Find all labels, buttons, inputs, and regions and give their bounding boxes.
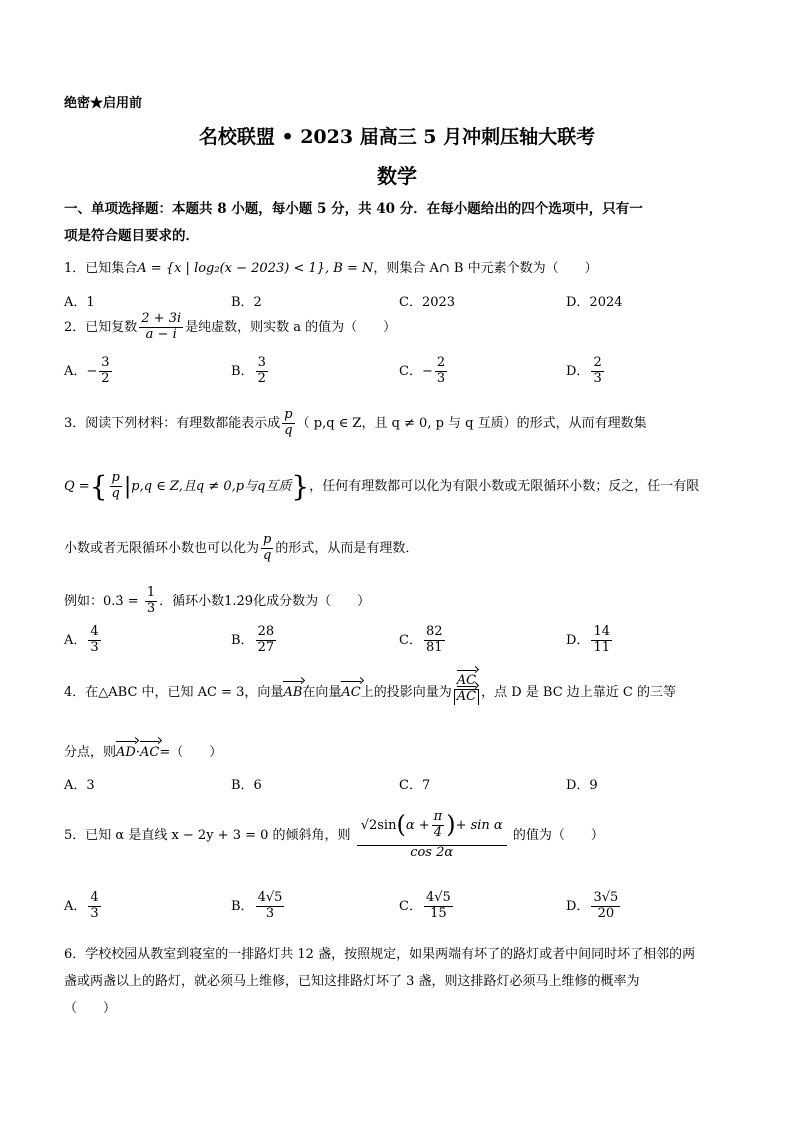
section-heading-line1: 一、单项选择题：本题共 8 小题，每小题 5 分，共 40 分．在每小题给出的四个选项中，只有一 [64,201,643,217]
subject-title: 数学 [377,164,417,188]
option-label: D． [566,363,590,379]
q3-example-num: 1 [146,585,156,600]
q4-line2-prefix: 分点，则 [64,745,117,760]
option-num: 3 [257,355,266,370]
option-label: B． [231,632,254,648]
option-den: 81 [425,639,443,655]
q3-p: p [111,470,120,486]
q1-option-c: C．2023 [399,295,456,310]
option-sign: − [421,363,433,379]
option-num: 2 [436,355,446,370]
option-label: C． [399,363,422,379]
q5-sin: sin [377,817,397,833]
q4-vector-ad: AD [116,745,136,760]
q2-option-d [566,356,606,387]
q4-mid: 在向量 [302,684,342,700]
q2-fraction [139,312,183,343]
question-3-line1 [64,408,647,439]
q5-prefix: 5．已知 α 是直线 x − 2y + 3 = 0 的倾斜角，则 [64,827,351,843]
question-1 [64,257,598,276]
q3-example: 例如：0.3̇ = [64,593,143,609]
q3-option-c [399,625,447,656]
option-den: 2 [101,370,110,386]
option-num: 28 [257,624,275,639]
q3-example-den: 3 [146,600,156,616]
q1-suffix: ，则集合 A∩ B 中元素个数为（ ） [373,261,598,276]
question-5 [64,806,604,861]
option-num: 4 [90,890,99,905]
question-2 [64,312,396,343]
q3-line1-suffix: （ p,q ∈ Z，且 q ≠ 0, p 与 q 互质）的形式，从而有理数集 [296,415,647,431]
option-den: 3 [593,370,602,386]
q3-line3-suffix: 的形式，从而是有理数． [275,540,419,556]
q4-dot: · [135,745,140,760]
option-den: 3 [436,370,446,386]
q4-vector-ac: AC [341,684,361,700]
q1-prefix: 1．已知集合 [64,261,138,276]
option-label: C． [399,632,422,648]
option-sign: − [86,363,98,379]
question-6-line1: 6．学校校园从教室到寝室的一排路灯共 12 盏，按照规定，如果两端有坏了的路灯或者中间同时坏了相邻的两 [64,947,696,962]
question-3-example [64,586,370,617]
option-label: D． [566,898,590,914]
q4-vector-ab: AB [283,684,303,700]
option-num: 14 [593,624,610,639]
question-3-line2: Q ={ $\frac{p}{q}$ |p,q ∈ Z,且q ≠ 0,p与q互质}，任何有理数都可以化为有限小数或无限循环小数；反之，任一有限 [64,470,700,503]
q3-set-q-body: p,q ∈ Z,且q ≠ 0,p与q互质 [131,479,292,494]
q2-prefix: 2．已知复数 [64,319,138,335]
secret-label: 绝密★启用前 [64,96,143,111]
q3-q: q [111,486,120,501]
q3-option-b [231,625,278,656]
q2-suffix: 是纯虚数，则实数 a 的值为（ ） [185,319,397,335]
q3-p: p [284,407,293,422]
option-den: 3 [90,639,99,655]
q4-line1-prefix: 4．在△ABC 中，已知 AC = 3，向量 [64,684,284,700]
q2-option-b [231,356,270,387]
q4-option-a: A．3 [64,778,95,793]
q4-option-b: B．6 [231,778,262,793]
q5-alpha-plus: α + [405,817,430,833]
option-den: 2 [257,370,266,386]
option-den: 20 [597,905,615,921]
q3-line1-prefix: 3．阅读下列材料：有理数都能表示成 [64,415,281,431]
option-label: B． [231,898,254,914]
q2-option-c [399,356,449,387]
q3-q: q [263,547,272,563]
q4-line1-suffix: ，点 D 是 BC 边上靠近 C 的三等 [481,684,677,700]
q5-option-d [566,891,622,922]
q4-proj-den: AC [456,688,477,704]
q4-projection-text: 上的投影向量为 [360,684,452,700]
q3-option-a [64,625,103,656]
q2-numerator: 2 + 3i [141,311,182,326]
option-num: 4√5 [425,890,451,905]
option-num: 4 [90,624,99,639]
q1-option-d: D．2024 [566,295,623,310]
q5-denominator: cos 2α [410,844,454,860]
q5-suffix: 的值为（ ） [512,827,604,843]
q2-option-a [64,356,114,387]
q5-sqrt2: √2 [360,817,378,833]
q5-four: 4 [433,824,443,840]
section-heading-line2: 项是符合题目要求的． [64,228,199,244]
question-4-line2 [64,741,222,760]
q4-line2-suffix: =（ ） [159,745,223,760]
option-label: A． [64,898,87,914]
q3-example-suffix: ．循环小数1.2̇9̇化成分数为（ ） [159,593,371,609]
question-4-line1 [64,673,677,705]
q5-expression: √2sin(α + $\frac{\pi}{4}$ )+ sin α cos 2α [357,806,507,861]
question-6-line3: （ ） [64,1001,117,1016]
option-num: 82 [425,624,443,639]
option-den: 15 [430,905,447,921]
question-3-line3 [64,533,418,564]
option-den: 3 [265,905,275,921]
q1-option-a: A．1 [64,295,95,310]
option-num: 2 [593,355,602,370]
q3-p: p [263,532,272,547]
option-label: A． [64,632,87,648]
question-6-line2: 盏或两盏以上的路灯，就必须马上维修，已知这排路灯坏了 3 盏，则这排路灯必须马上维修的概率为 [64,974,640,989]
option-label: A． [64,363,87,379]
option-label: B． [231,363,254,379]
q5-option-a [64,891,103,922]
q3-line2-suffix: ，任何有理数都可以化为有限小数或无限循环小数；反之，任一有限 [309,479,700,494]
option-den: 11 [593,639,610,655]
q4-option-d: D．9 [566,778,598,793]
option-den: 27 [257,639,275,655]
q5-pi: π [433,809,443,824]
option-den: 3 [90,905,99,921]
q5-plus-sin: + sin α [455,817,503,833]
q5-option-b [231,891,286,922]
q3-option-d [566,625,614,656]
q4-vector-ac-2: AC [139,745,160,760]
q1-set: A = {x | log₂(x − 2023) < 1}, B = N [137,261,374,276]
option-num: 4√5 [257,890,283,905]
q4-option-c: C．7 [399,778,431,793]
q5-option-c [399,891,455,922]
q3-q: q [284,422,293,438]
option-num: 3 [101,355,110,370]
option-num: 3√5 [593,890,619,905]
option-label: C． [399,898,422,914]
q3-set-q-prefix: Q = [64,479,90,494]
option-label: D． [566,632,590,648]
q1-option-b: B．2 [231,295,262,310]
q2-denominator: a − i [145,326,177,342]
page-title: 名校联盟 • 2023 届高三 5 月冲刺压轴大联考 [198,126,596,148]
q4-proj-num: AC [456,673,477,688]
q3-line3-prefix: 小数或者无限循环小数也可以化为 [64,540,260,556]
